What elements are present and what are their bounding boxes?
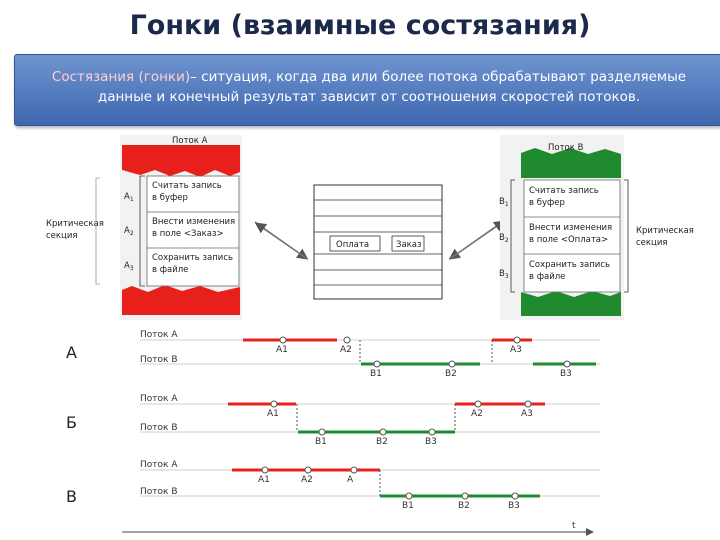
timeline-0-point-label-a2: A2: [340, 345, 352, 355]
timeline-0-point-a2: [344, 337, 350, 343]
timeline-2-point-label-a1: A1: [258, 475, 270, 485]
timeline-2-point-label-b1: B1: [402, 501, 414, 511]
timeline-2-point-label-a3: A: [347, 475, 354, 485]
critical-section-right-line2: секция: [636, 238, 668, 248]
thread-a-top-band: [122, 145, 240, 177]
timeline-1-point-label-a1: A1: [267, 409, 279, 419]
timeline-0-point-a1: [280, 337, 286, 343]
timeline-1-label-b: Поток В: [140, 423, 178, 433]
step-label-a1: $A_1$: [124, 192, 134, 203]
timeline-0-point-label-a3: A3: [510, 345, 522, 355]
timeline-0-point-b2: [449, 361, 455, 367]
step-label-b2: $B_2$: [499, 233, 509, 244]
timeline-1-point-a2: [475, 401, 481, 407]
thread-b-step1-line2: в буфер: [529, 198, 565, 208]
timeline-1-point-b1: [319, 429, 325, 435]
thread-a-block: [120, 135, 242, 320]
timeline-0-label-b: Поток В: [140, 355, 178, 365]
timeline-1-point-label-b2: B2: [376, 437, 388, 447]
critical-section-left-line1: Критическая: [46, 219, 104, 229]
thread-a-step3-line2: в файле: [152, 265, 189, 275]
timeline-2-point-b3: [512, 493, 518, 499]
page-title: Гонки (взаимные состязания): [129, 10, 591, 41]
timeline-1-point-label-a3: A3: [521, 409, 533, 419]
timeline-1-point-b2: [380, 429, 386, 435]
timeline-2-label-a: Поток А: [140, 460, 178, 470]
timeline-0-point-label-b2: B2: [445, 369, 457, 379]
step-label-a2: $A_2$: [124, 226, 134, 237]
timeline-2-point-a3: [351, 467, 357, 473]
timeline-1-point-a1: [271, 401, 277, 407]
definition-body: – ситуация, когда два или более потока обрабатывают разделяемые данные и конечный результат зависит от соотношения скоростей потоков.: [97, 69, 687, 105]
timeline-2-point-label-b2: B2: [458, 501, 470, 511]
timeline-1-point-b3: [429, 429, 435, 435]
timeline-2-point-a2: [305, 467, 311, 473]
timeline-0-point-b3: [564, 361, 570, 367]
thread-b-step1-line1: Считать запись: [529, 186, 599, 196]
timeline-0-point-label-b1: B1: [370, 369, 382, 379]
timeline-0-point-a3: [514, 337, 520, 343]
thread-a-step2-line1: Внести изменения: [152, 217, 236, 227]
timeline-letter-b: Б: [66, 413, 77, 432]
thread-b-step3-line2: в файле: [529, 272, 566, 282]
timeline-letter-c: В: [66, 487, 77, 506]
critical-section-right-line1: Критическая: [636, 226, 694, 236]
timeline-0-point-b1: [374, 361, 380, 367]
thread-b-step3-line1: Сохранить запись: [529, 260, 611, 270]
thread-a-step3-line1: Сохранить запись: [152, 253, 234, 263]
step-label-b3: $B_3$: [499, 269, 509, 280]
field-oplata-label: Оплата: [336, 240, 370, 250]
timeline-1-label-a: Поток А: [140, 394, 178, 404]
thread-b-step2-line2: в поле <Оплата>: [529, 235, 609, 245]
definition-term: Состязания (гонки): [51, 69, 191, 85]
time-axis-label: t: [572, 521, 576, 531]
timeline-2-point-label-a2: A2: [301, 475, 313, 485]
timeline-1-point-label-b3: B3: [425, 437, 437, 447]
timelines: [140, 330, 600, 511]
timeline-0-point-label-a1: A1: [276, 345, 288, 355]
timeline-2-point-label-b3: B3: [508, 501, 520, 511]
timeline-2-label-b: Поток В: [140, 487, 178, 497]
critical-section-left-line2: секция: [46, 231, 78, 241]
shared-record-table: [314, 185, 442, 299]
timeline-0-point-label-b3: B3: [560, 369, 572, 379]
step-label-b1: $B_1$: [499, 197, 509, 208]
timeline-0-label-a: Поток А: [140, 330, 178, 340]
thread-a-step1-line1: Считать запись: [152, 181, 222, 191]
thread-a-step2-line2: в поле <Заказ>: [152, 229, 224, 239]
timeline-1-point-label-b1: B1: [315, 437, 327, 447]
thread-a-label: Поток А: [172, 136, 208, 146]
thread-b-label: Поток В: [548, 143, 584, 153]
step-label-a3: $A_3$: [124, 261, 134, 272]
timeline-letter-a: А: [66, 343, 77, 362]
timeline-2-point-b2: [462, 493, 468, 499]
thread-a-step1-line2: в буфер: [152, 193, 188, 203]
thread-b-block: [499, 135, 628, 320]
timeline-2-point-a1: [262, 467, 268, 473]
timeline-2-point-b1: [406, 493, 412, 499]
field-zakaz-label: Заказ: [396, 240, 422, 250]
thread-b-step2-line1: Внести изменения: [529, 223, 613, 233]
critical-section-left-bracket: [96, 178, 100, 284]
timeline-1-point-a3: [525, 401, 531, 407]
timeline-1-point-label-a2: A2: [471, 409, 483, 419]
